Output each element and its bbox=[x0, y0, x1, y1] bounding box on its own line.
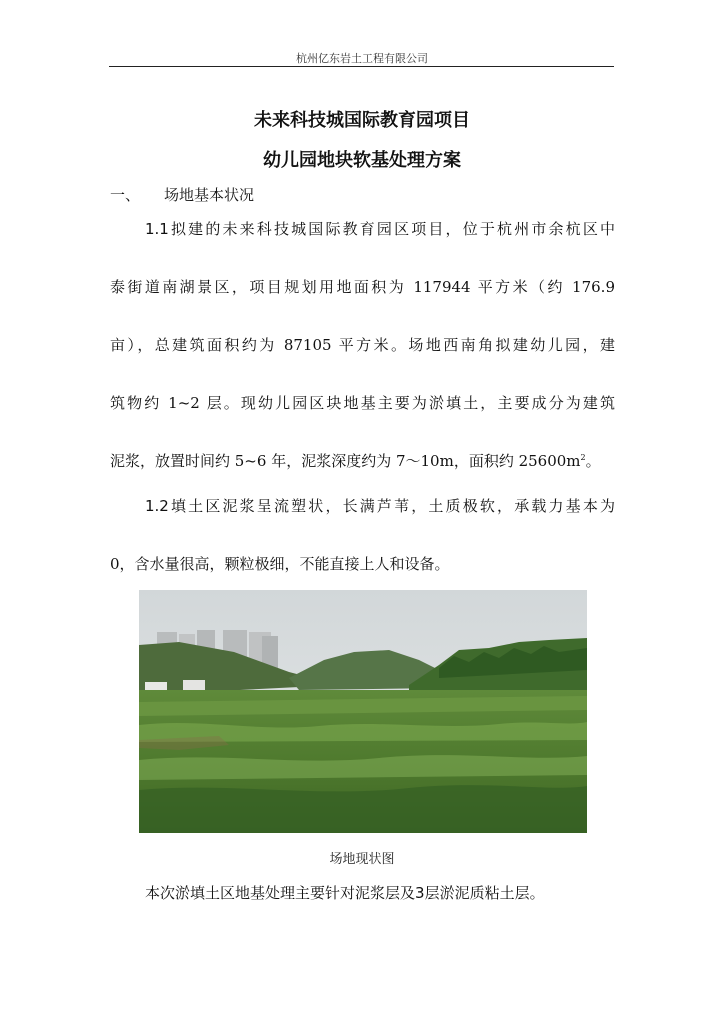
paragraph-text: 拟建的未来科技城国际教育园区项目，位于杭州市余杭区中 bbox=[168, 220, 615, 238]
closing-text: 层淤泥质粘土层。 bbox=[424, 884, 545, 902]
header-rule bbox=[109, 66, 614, 67]
paragraph-1-line-2: 泰街道南湖景区，项目规划用地面积为 117944 平方米（约 176.9 bbox=[110, 278, 615, 296]
title-line-2: 幼儿园地块软基处理方案 bbox=[263, 150, 461, 171]
paragraph-1-line-1 bbox=[145, 222, 615, 237]
paragraph-text: 泥浆，放置时间约 5~6 年，泥浆深度约为 7～10m，面积约 25600m bbox=[110, 452, 581, 470]
paragraph-2-line-2: 0，含水量很高，颗粒极细，不能直接上人和设备。 bbox=[110, 555, 450, 573]
paragraph-2-line-1 bbox=[145, 499, 615, 514]
paragraph-1-number: 1.1 bbox=[145, 220, 169, 238]
paragraph-1-line-4: 筑物约 1~2 层。现幼儿园区块地基主要为淤填土，主要成分为建筑 bbox=[110, 394, 615, 412]
closing-number: 3 bbox=[415, 884, 425, 902]
paragraph-1-line-5 bbox=[110, 454, 615, 469]
closing-sentence bbox=[145, 882, 545, 903]
site-photo bbox=[139, 590, 587, 833]
section-heading bbox=[110, 184, 254, 205]
company-name: 杭州亿东岩土工程有限公司 bbox=[296, 52, 428, 65]
closing-text: 本次淤填土区地基处理主要针对泥浆层及 bbox=[145, 884, 416, 902]
paragraph-text: 填土区泥浆呈流塑状，长满芦苇，土质极软，承载力基本为 bbox=[168, 497, 615, 515]
section-title: 场地基本状况 bbox=[164, 186, 255, 204]
paragraph-2-number: 1.2 bbox=[145, 497, 169, 515]
figure-caption: 场地现状图 bbox=[329, 852, 395, 867]
paragraph-text: 。 bbox=[585, 452, 601, 470]
section-number: 一、 bbox=[110, 186, 141, 204]
paragraph-1-line-3: 亩），总建筑面积约为 87105 平方米。场地西南角拟建幼儿园，建 bbox=[110, 336, 615, 354]
title-line-1: 未来科技城国际教育园项目 bbox=[254, 110, 470, 131]
superscript: 2 bbox=[580, 453, 586, 462]
